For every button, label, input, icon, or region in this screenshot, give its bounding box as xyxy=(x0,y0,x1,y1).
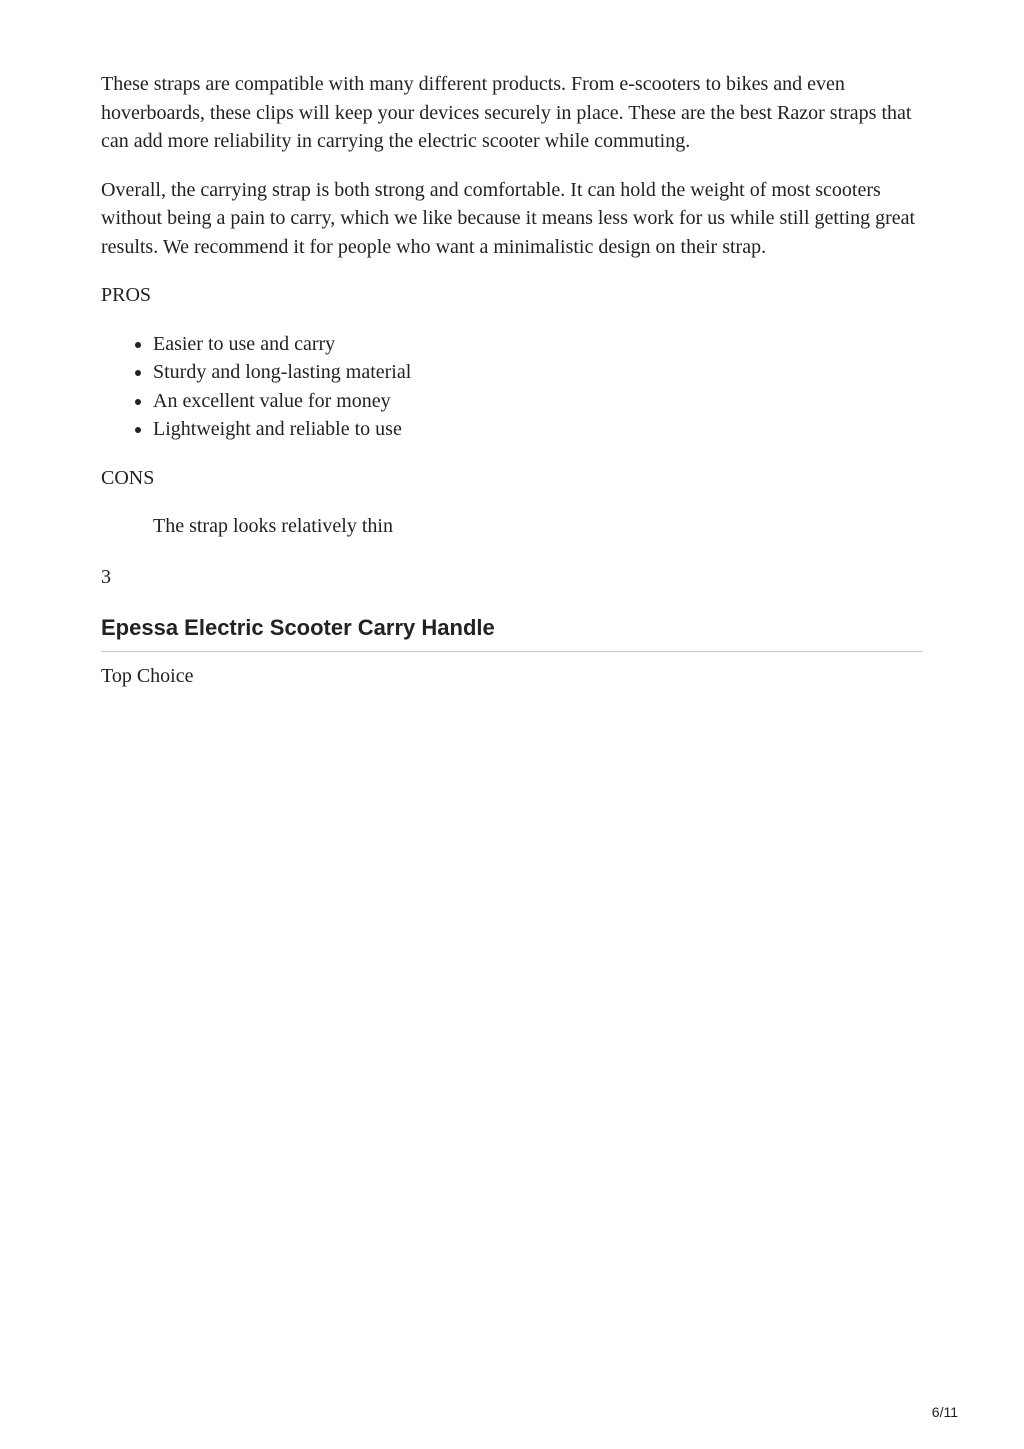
pros-list-item: • Lightweight and reliable to use xyxy=(153,415,922,444)
product-rank: 3 xyxy=(101,565,111,588)
document-page xyxy=(101,70,922,691)
body-paragraph: Overall, the carrying strap is both strong and comfortable. It can hold the weight of most scooters without being a pain to carry, which we like because it means less work for us while still getting great results. We recommend it for people who want a minimalistic design on their strap. xyxy=(101,178,916,258)
body-paragraph: These straps are compatible with many different products. From e-scooters to bikes and even hoverboards, these clips will keep your devices securely in place. These are the best Razor straps that can add more reliability in carrying the electric scooter while commuting. xyxy=(101,73,912,152)
product-badge: Top Choice xyxy=(101,665,194,687)
pros-label: PROS xyxy=(101,284,152,306)
page-number: 6/11 xyxy=(931,1404,958,1420)
pros-list-item: • An excellent value for money xyxy=(153,387,922,416)
cons-list-item: The strap looks relatively thin xyxy=(153,515,393,537)
pros-list-item: • Sturdy and long-lasting material xyxy=(153,358,922,387)
cons-label: CONS xyxy=(101,466,155,489)
pros-list xyxy=(101,330,922,444)
product-title: Epessa Electric Scooter Carry Handle xyxy=(101,613,922,652)
pros-list-item: • Easier to use and carry xyxy=(153,330,922,359)
